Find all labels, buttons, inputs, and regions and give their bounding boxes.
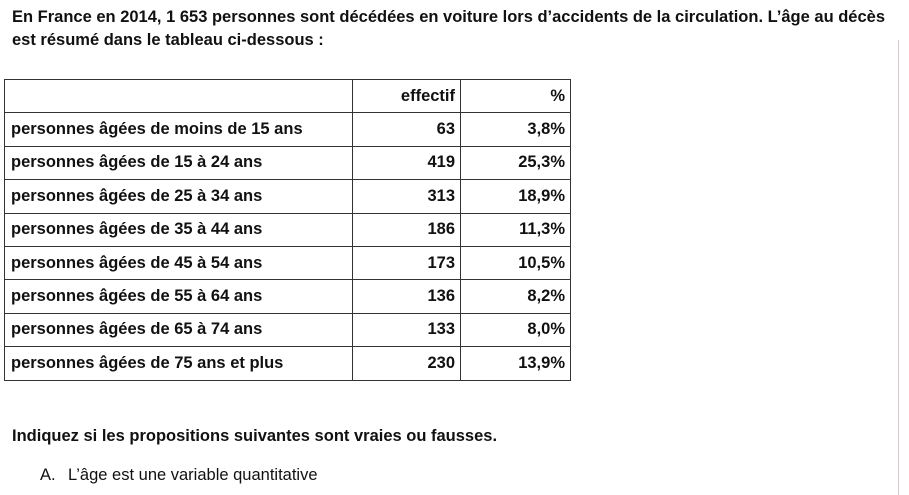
row-percent: 25,3% xyxy=(461,146,571,179)
header-percent: % xyxy=(461,80,571,113)
row-effectif: 63 xyxy=(353,113,461,146)
row-percent: 3,8% xyxy=(461,113,571,146)
table-row xyxy=(5,246,571,279)
row-label: personnes âgées de 45 à 54 ans xyxy=(5,246,353,279)
row-percent: 8,0% xyxy=(461,313,571,346)
row-percent: 8,2% xyxy=(461,280,571,313)
table-row xyxy=(5,347,571,380)
row-percent: 10,5% xyxy=(461,246,571,279)
header-label xyxy=(5,80,353,113)
question-item-a xyxy=(40,466,318,485)
age-table xyxy=(4,79,571,381)
row-label: personnes âgées de 65 à 74 ans xyxy=(5,313,353,346)
row-effectif: 173 xyxy=(353,246,461,279)
row-label: personnes âgées de 75 ans et plus xyxy=(5,347,353,380)
row-effectif: 230 xyxy=(353,347,461,380)
intro-line-1: En France en 2014, 1 653 personnes sont décédées en voiture lors d’accidents de la circulation. L’âge au décès xyxy=(12,8,886,26)
row-label: personnes âgées de 35 à 44 ans xyxy=(5,213,353,246)
row-percent: 11,3% xyxy=(461,213,571,246)
table-row xyxy=(5,180,571,213)
row-effectif: 313 xyxy=(353,180,461,213)
row-percent: 18,9% xyxy=(461,180,571,213)
item-text: L’âge est une variable quantitative xyxy=(68,466,318,484)
row-label: personnes âgées de 25 à 34 ans xyxy=(5,180,353,213)
intro-text xyxy=(12,6,907,52)
row-effectif: 186 xyxy=(353,213,461,246)
intro-line-2: est résumé dans le tableau ci-dessous : xyxy=(12,31,324,49)
row-label: personnes âgées de 15 à 24 ans xyxy=(5,146,353,179)
row-percent: 13,9% xyxy=(461,347,571,380)
page-edge-line xyxy=(898,40,899,495)
row-effectif: 133 xyxy=(353,313,461,346)
row-effectif: 419 xyxy=(353,146,461,179)
table-row xyxy=(5,280,571,313)
table-row xyxy=(5,113,571,146)
header-effectif: effectif xyxy=(353,80,461,113)
question-prompt: Indiquez si les propositions suivantes sont vraies ou fausses. xyxy=(12,427,498,445)
row-label: personnes âgées de 55 à 64 ans xyxy=(5,280,353,313)
item-letter: A. xyxy=(40,466,56,484)
table-header-row xyxy=(5,80,571,113)
row-effectif: 136 xyxy=(353,280,461,313)
table-row xyxy=(5,213,571,246)
row-label: personnes âgées de moins de 15 ans xyxy=(5,113,353,146)
table-row xyxy=(5,146,571,179)
table-row xyxy=(5,313,571,346)
